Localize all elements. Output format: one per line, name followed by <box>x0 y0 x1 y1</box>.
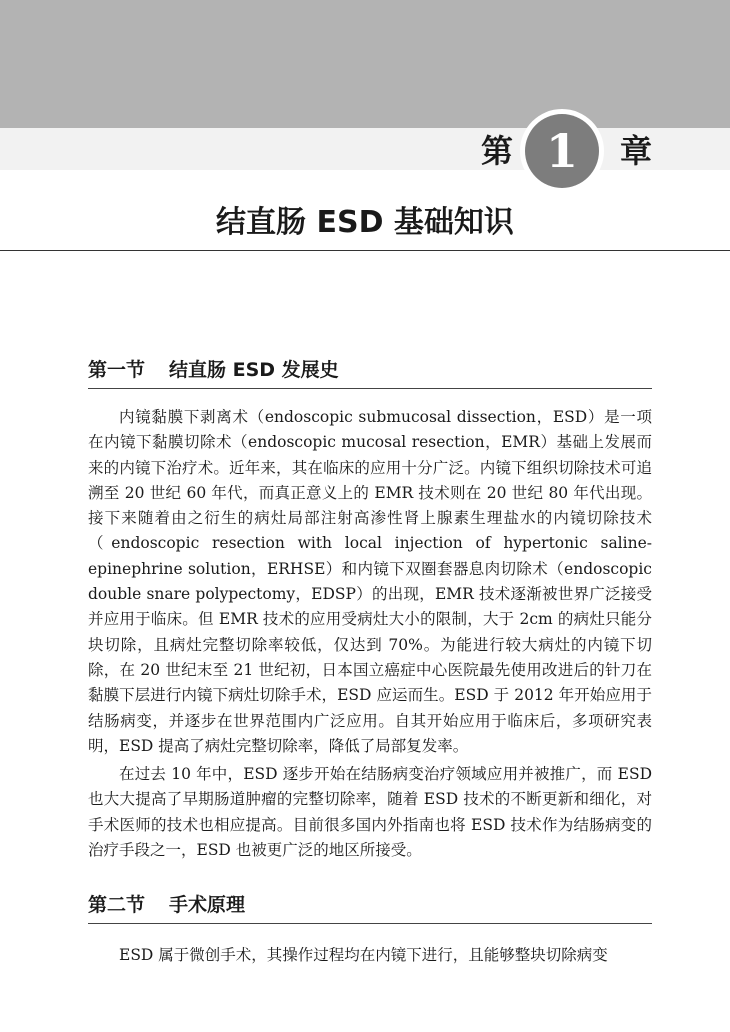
section-heading-1 <box>88 355 652 389</box>
chapter-prefix: 第 <box>481 132 514 170</box>
section-number: 第一节 <box>88 359 146 381</box>
chapter-title-rule <box>0 250 730 251</box>
section-title: 手术原理 <box>169 894 246 916</box>
section-heading-2 <box>88 890 652 924</box>
section-title: 结直肠 ESD 发展史 <box>169 359 339 381</box>
body-paragraph: 在过去 10 年中，ESD 逐步开始在结肠病变治疗领域应用并被推广，而 ESD 也大大提高了早期肠道肿瘤的完整切除率，随着 ESD 技术的不断更新和细化，对手术医师的技术也相应提高。目前很多国内外指南也将 ESD 技术作为结肠病变的治疗手段之一，ESD 也被更广泛的地区所接受。 <box>88 765 652 859</box>
body-paragraph: ESD 属于微创手术，其操作过程均在内镜下进行，且能够整块切除病变 <box>119 946 608 964</box>
body-paragraph: 内镜黏膜下剥离术（endoscopic submucosal dissection，ESD）是一项在内镜下黏膜切除术（endoscopic mucosal resection，EMR）基础上发展而来的内镜下治疗术。近年来，其在临床的应用十分广泛。内镜下组织切除技术可追溯至 20 世纪 60 年代，而真正意义上的 EMR 技术则在 20 世纪 80 年代出现。接下来随着由之衍生的病灶局部注射高渗性肾上腺素生理盐水的内镜切除技术（endoscopic resection with local injection of hypertonic saline-epinephrine solution，ERHSE）和内镜下双圈套器息肉切除术（endoscopic double snare polypectomy，EDSP）的出现，EMR 技术逐渐被世界广泛接受并应用于临床。但 EMR 技术的应用受病灶大小的限制，大于 2cm 的病灶只能分块切除，且病灶完整切除率较低，仅达到 70%。为能进行较大病灶的内镜下切除，在 20 世纪末至 21 世纪初，日本国立癌症中心医院最先使用改进后的针刀在黏膜下层进行内镜下病灶切除手术，ESD 应运而生。ESD 于 2012 年开始应用于结肠病变，并逐步在世界范围内广泛应用。自其开始应用于临床后，多项研究表明，ESD 提高了病灶完整切除率，降低了局部复发率。 <box>88 408 652 755</box>
header-gray-band <box>0 0 730 128</box>
section-number: 第二节 <box>88 894 146 916</box>
chapter-number: 1 <box>525 114 599 188</box>
chapter-suffix: 章 <box>620 132 653 170</box>
chapter-title: 结直肠 ESD 基础知识 <box>216 205 514 240</box>
chapter-number-badge <box>520 109 604 193</box>
